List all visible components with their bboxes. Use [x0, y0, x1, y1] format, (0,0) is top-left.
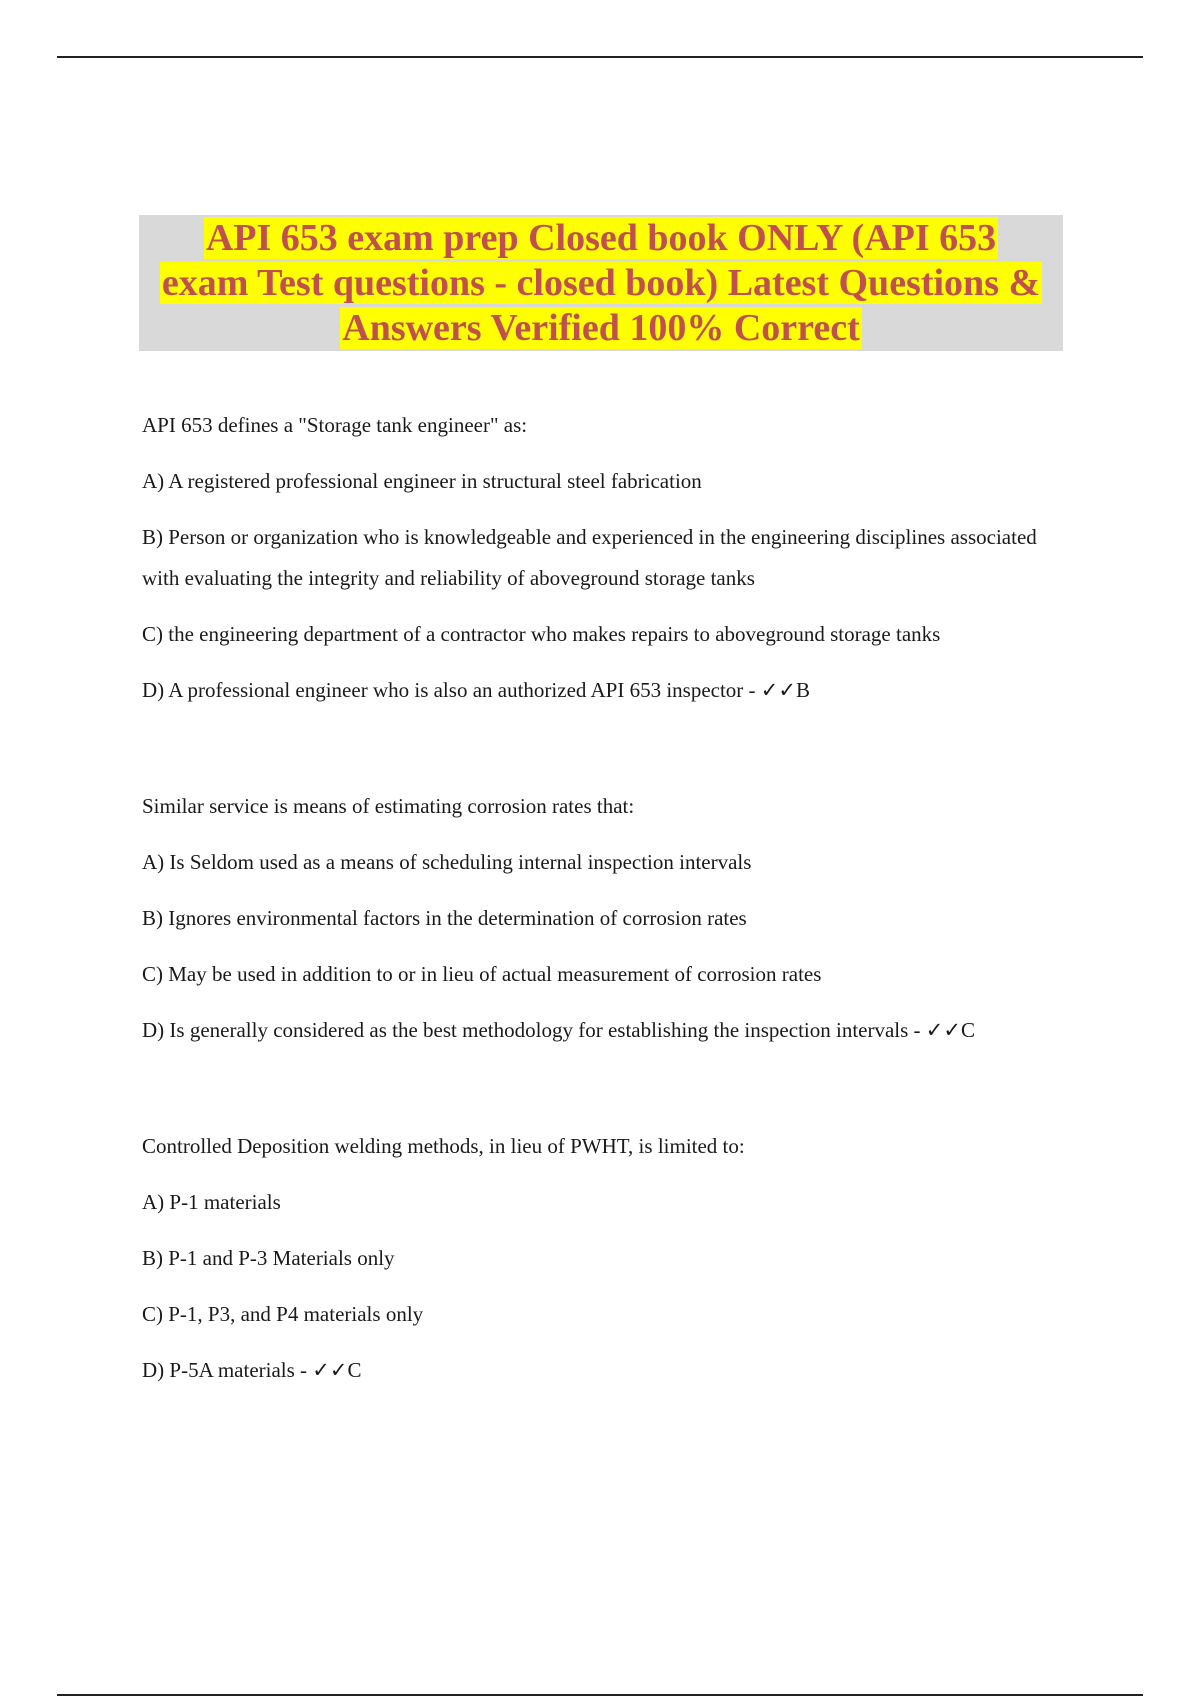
question-text: API 653 defines a "Storage tank engineer" as: — [142, 413, 528, 437]
header-rule — [57, 56, 1143, 58]
footer-rule — [57, 1694, 1143, 1696]
question-text: Controlled Deposition welding methods, in lieu of PWHT, is limited to: — [142, 1134, 745, 1158]
title-line-2: exam Test questions - closed book) Latest Questions & — [161, 261, 1041, 304]
option-d-with-answer: D) Is generally considered as the best methodology for establishing the inspection intervals - ✓✓C — [142, 1018, 975, 1042]
option-c: C) the engineering department of a contractor who makes repairs to aboveground storage tanks — [142, 622, 941, 646]
option-c: C) May be used in addition to or in lieu of actual measurement of corrosion rates — [142, 962, 822, 986]
document-title — [139, 216, 1063, 351]
question-text: Similar service is means of estimating corrosion rates that: — [142, 794, 635, 818]
option-d-with-answer: D) P-5A materials - ✓✓C — [142, 1358, 362, 1382]
option-a: A) P-1 materials — [142, 1190, 281, 1214]
option-a: A) A registered professional engineer in structural steel fabrication — [142, 469, 702, 493]
title-banner — [139, 215, 1063, 351]
title-line-1: API 653 exam prep Closed book ONLY (API 653 — [205, 216, 997, 259]
title-line-3: Answers Verified 100% Correct — [342, 306, 860, 349]
option-d-with-answer: D) A professional engineer who is also an authorized API 653 inspector - ✓✓B — [142, 678, 810, 702]
question-spacer — [142, 726, 1072, 786]
question-list — [142, 405, 1072, 1406]
question-spacer — [142, 1066, 1072, 1126]
option-b: B) P-1 and P-3 Materials only — [142, 1246, 395, 1270]
option-a: A) Is Seldom used as a means of scheduling internal inspection intervals — [142, 850, 752, 874]
question-block-3 — [142, 1126, 1072, 1391]
question-block-1 — [142, 405, 1072, 711]
option-b: B) Person or organization who is knowledgeable and experienced in the engineering disciplines associated with evaluating the integrity and reliability of aboveground storage tanks — [142, 525, 1037, 590]
question-block-2 — [142, 786, 1072, 1051]
option-c: C) P-1, P3, and P4 materials only — [142, 1302, 424, 1326]
option-b: B) Ignores environmental factors in the determination of corrosion rates — [142, 906, 747, 930]
